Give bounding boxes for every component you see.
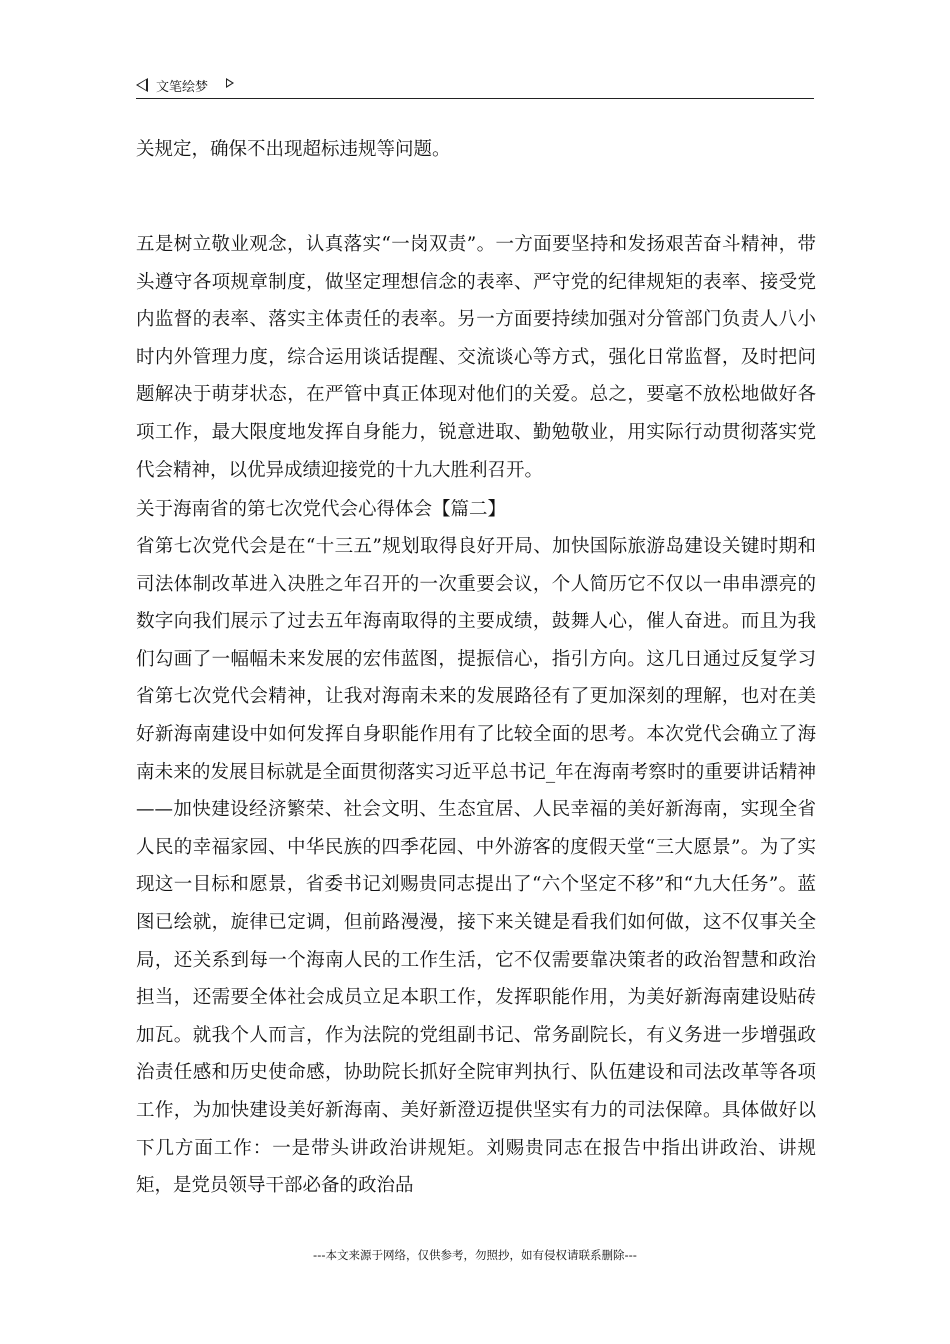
header-brand: 文笔绘梦 <box>156 80 209 95</box>
page-footer-disclaimer: ---本文来源于网络，仅供参考，勿照抄，如有侵权请联系删除--- <box>313 1248 637 1262</box>
paragraph-five: 五是树立敬业观念，认真落实“一岗双责”。一方面要坚持和发扬艰苦奋斗精神，带头遵守各项规章制度，做坚定理想信念的表率、严守党的纪律规矩的表率、接受党内监督的表率、落实主体责任的表率。另一方面要持续加强对分管部门负责人八小时内外管理力度，综合运用谈话提醒、交流谈心等方式，强化日常监督，及时把问题解决于萌芽状态，在严管中真正体现对他们的关爱。总之，要毫不放松地做好各项工作，最大限度地发挥自身能力，锐意进取、勤勉敬业，用实际行动贯彻落实党代会精神，以优异成绩迎接党的十九大胜利召开。 <box>136 234 816 481</box>
page-header <box>136 74 814 99</box>
right-triangle-icon <box>226 78 234 88</box>
left-triangle-icon <box>136 78 148 92</box>
paragraph-continuation: 关规定，确保不出现超标违规等问题。 <box>136 139 451 160</box>
paragraph-article-two: 省第七次党代会是在“十三五”规划取得良好开局、加快国际旅游岛建设关键时期和司法体制改革进入决胜之年召开的一次重要会议，个人简历它不仅以一串串漂亮的数字向我们展示了过去五年海南取得的主要成绩，鼓舞人心，催人奋进。而且为我们勾画了一幅幅未来发展的宏伟蓝图，提振信心，指引方向。这几日通过反复学习省第七次党代会精神，让我对海南未来的发展路径有了更加深刻的理解，也对在美好新海南建设中如何发挥自身职能作用有了比较全面的思考。本次党代会确立了海南未来的发展目标就是全面贯彻落实习近平总书记_年在海南考察时的重要讲话精神——加快建设经济繁荣、社会文明、生态宜居、人民幸福的美好新海南，实现全省人民的幸福家园、中华民族的四季花园、中外游客的度假天堂“三大愿景”。为了实现这一目标和愿景，省委书记刘赐贵同志提出了“六个坚定不移”和“九大任务”。蓝图已绘就，旋律已定调，但前路漫漫，接下来关键是看我们如何做，这不仅事关全局，还关系到每一个海南人民的工作生活，它不仅需要靠决策者的政治智慧和政治担当，还需要全体社会成员立足本职工作，发挥职能作用，为美好新海南建设贴砖加瓦。就我个人而言，作为法院的党组副书记、常务副院长，有义务进一步增强政治责任感和历史使命感，协助院长抓好全院审判执行、队伍建设和司法改革等各项工作，为加快建设美好新海南、美好新澄迈提供坚实有力的司法保障。具体做好以下几方面工作：一是带头讲政治讲规矩。刘赐贵同志在报告中指出讲政治、讲规矩，是党员领导干部必备的政治品 <box>136 536 816 1197</box>
section-heading: 关于海南省的第七次党代会心得体会【篇二】 <box>136 499 507 520</box>
